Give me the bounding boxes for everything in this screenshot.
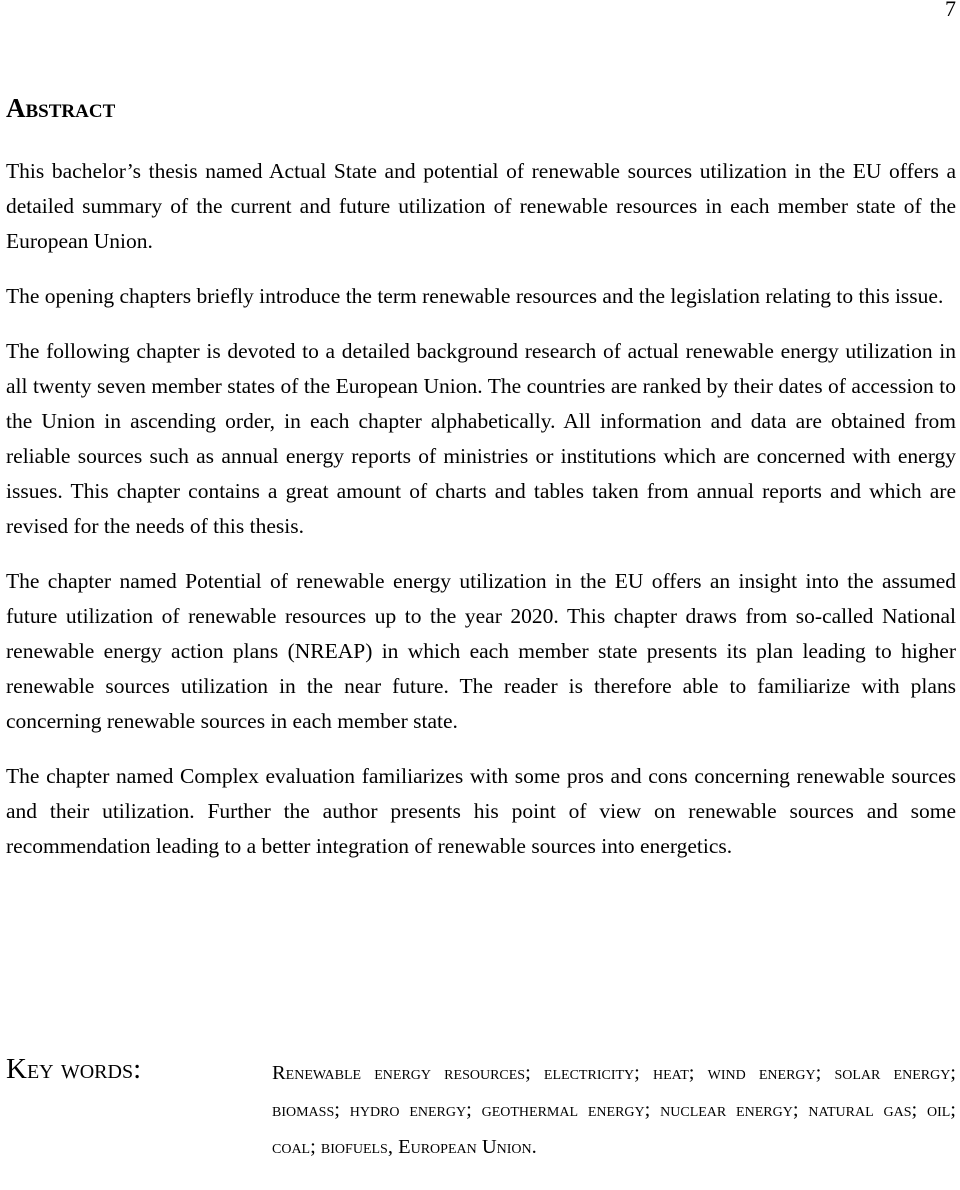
keywords-list: Renewable energy resources; electricity; heat; wind energy; solar energy; biomass; hydro energy; geothermal energy; nuclear energy; natural gas; oil; coal; biofuels, European Union.	[272, 1062, 956, 1158]
abstract-body	[6, 154, 956, 884]
abstract-paragraph: This bachelor’s thesis named Actual State and potential of renewable sources utilization in the EU offers a detailed summary of the current and future utilization of renewable resources in each member state of the European Union.	[6, 159, 956, 253]
abstract-paragraph: The chapter named Complex evaluation familiarizes with some pros and cons concerning renewable sources and their utilization. Further the author presents his point of view on renewable sources and some recommendation leading to a better integration of renewable sources into energetics.	[6, 764, 956, 858]
abstract-paragraph: The following chapter is devoted to a detailed background research of actual renewable energy utilization in all twenty seven member states of the European Union. The countries are ranked by their dates of accession to the Union in ascending order, in each chapter alphabetically. All information and data are obtained from reliable sources such as annual energy reports of ministries or institutions which are concerned with energy issues. This chapter contains a great amount of charts and tables taken from annual reports and which are revised for the needs of this thesis.	[6, 339, 956, 538]
abstract-paragraph: The opening chapters briefly introduce the term renewable resources and the legislation relating to this issue.	[6, 284, 944, 308]
abstract-paragraph: The chapter named Potential of renewable energy utilization in the EU offers an insight into the assumed future utilization of renewable resources up to the year 2020. This chapter draws from so-called National renewable energy action plans (NREAP) in which each member state presents its plan leading to higher renewable sources utilization in the near future. The reader is therefore able to familiarize with plans concerning renewable sources in each member state.	[6, 569, 956, 733]
abstract-heading: Abstract	[6, 93, 116, 123]
keywords-label: Key words:	[6, 1053, 142, 1085]
page-number: 7	[945, 0, 956, 21]
